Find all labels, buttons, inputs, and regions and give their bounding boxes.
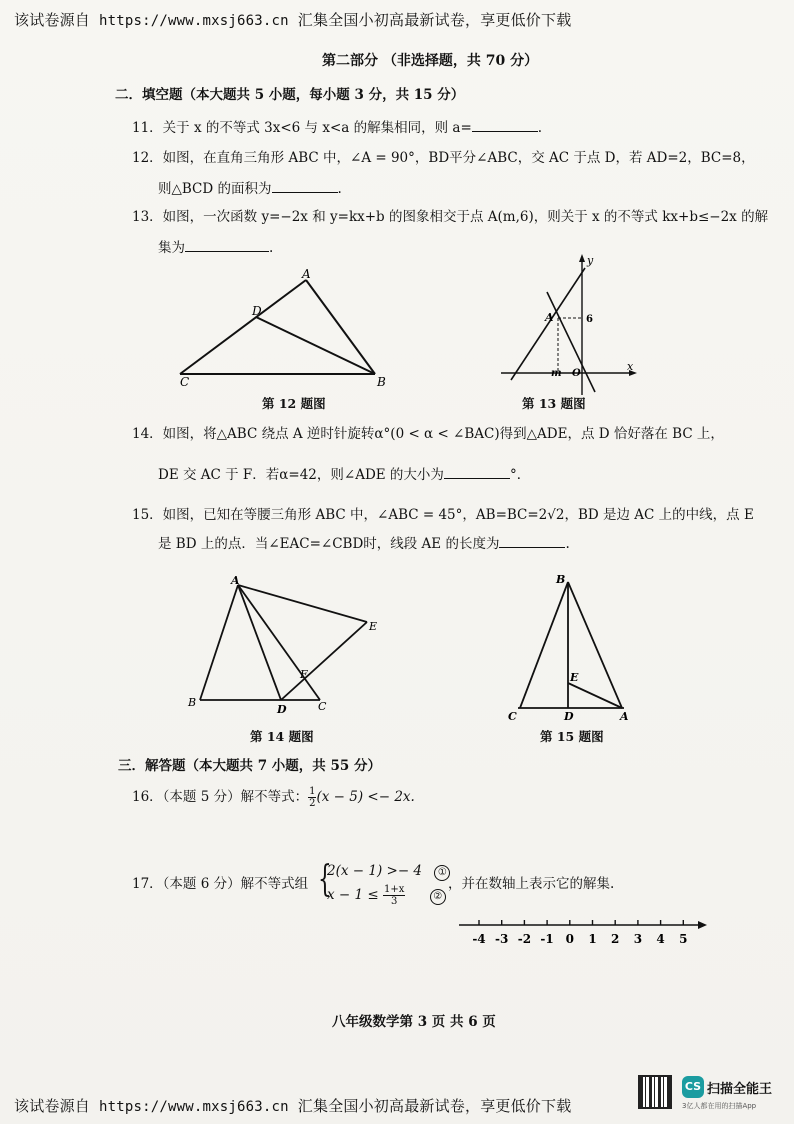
number-line — [455, 915, 710, 955]
question-14-line1: 14．如图，将△ABC 绕点 A 逆时针旋转α°(0 < α < ∠BAC)得到△ADE，点 D 恰好落在 BC 上， — [132, 426, 724, 442]
number-line-arrow — [698, 921, 707, 929]
q14-answer-blank[interactable] — [444, 478, 510, 479]
q17-inequality-1 — [327, 862, 450, 881]
question-13-line1: 13．如图，一次函数 y=−2x 和 y=kx+b 的图象相交于点 A(m,6)，则关于 x 的不等式 kx+b≤−2x 的解 — [132, 209, 769, 225]
number-line-label: -2 — [517, 932, 532, 946]
q12-answer-blank[interactable] — [272, 192, 338, 193]
scanner-tagline: 3亿人都在用的扫描App — [682, 1102, 757, 1110]
fig14-label-f: F — [300, 668, 308, 681]
q17-inequality-2 — [327, 884, 446, 907]
fig15-side-bc — [520, 582, 568, 708]
fig15-caption: 第 15 题图 — [540, 729, 604, 744]
scanner-name: 扫描全能王 — [707, 1082, 773, 1097]
figure-12 — [170, 262, 400, 412]
q13-text: 集为 — [158, 240, 185, 256]
fig15-label-c: C — [508, 710, 517, 723]
number-line-label: 4 — [656, 932, 665, 946]
fig12-side-ab — [306, 280, 375, 374]
part2-header: 二．填空题（本大题共 5 小题，每小题 3 分，共 15 分） — [115, 87, 465, 103]
fig12-bisector-bd — [256, 317, 375, 374]
section-title: 第二部分 （非选择题，共 70 分） — [322, 53, 539, 69]
question-14-line2 — [158, 466, 530, 484]
question-12-line2 — [158, 180, 342, 198]
banner-suffix: 汇集全国小初高最新试卷，享更低价下载 — [297, 11, 572, 29]
q13-answer-blank[interactable] — [185, 251, 269, 252]
part3-header: 三．解答题（本大题共 7 小题，共 55 分） — [118, 758, 381, 774]
q17-frac-den: 3 — [391, 896, 398, 907]
fig13-label-y: y — [587, 254, 594, 267]
fig15-side-ba — [568, 582, 622, 708]
figure-14 — [185, 572, 390, 717]
number-line-label: 2 — [611, 932, 620, 946]
fig12-caption: 第 12 题图 — [262, 396, 326, 411]
fig14-side-ab — [200, 585, 238, 700]
fig14-label-c: C — [318, 700, 327, 713]
fig15-label-e: E — [570, 671, 579, 684]
question-12-line1: 12．如图，在直角三角形 ABC 中，∠A = 90°，BD平分∠ABC，交 AC 于点 D，若 AD=2，BC=8， — [132, 150, 755, 166]
fig13-label-x: x — [627, 360, 634, 373]
number-line-label: -4 — [472, 932, 486, 946]
q17-mark-1: ① — [434, 865, 450, 881]
q17-frac-num: 1+x — [384, 884, 405, 895]
q17-line2: x − 1 ≤ — [327, 887, 379, 903]
fig12-label-a: A — [302, 267, 311, 281]
fig14-label-a: A — [231, 574, 240, 587]
q16-frac-den: 2 — [309, 798, 316, 809]
question-11 — [132, 119, 542, 137]
fig13-caption: 第 13 题图 — [522, 396, 586, 411]
fig13-y-arrow — [579, 254, 585, 262]
fig14-side-de — [281, 622, 367, 700]
q11-end: . — [537, 120, 543, 136]
bottom-banner — [14, 1095, 571, 1116]
bottom-banner-prefix: 该试卷源自 — [14, 1097, 91, 1115]
qr-code — [638, 1075, 672, 1109]
q11-text: 11．关于 x 的不等式 3x<6 与 x<a 的解集相同，则 a= — [132, 120, 472, 136]
question-16 — [132, 786, 415, 809]
q17-mark-2: ② — [430, 889, 446, 905]
q15-answer-blank[interactable] — [499, 547, 565, 548]
q15-end: . — [565, 536, 570, 552]
q16-prefix: 16．（本题 5 分）解不等式： — [132, 789, 309, 805]
q14-end: °． — [509, 467, 531, 483]
fig12-label-b: B — [377, 375, 386, 389]
fig15-segment-ea — [568, 683, 622, 708]
page-footer: 八年级数学第 3 页 共 6 页 — [332, 1014, 496, 1030]
question-17-suffix: ，并在数轴上表示它的解集. — [448, 876, 615, 892]
fig13-label-m: m — [551, 368, 562, 379]
fig15-label-b: B — [556, 573, 566, 586]
fig14-side-ad — [238, 585, 281, 700]
question-13-line2 — [158, 239, 273, 257]
fig14-caption: 第 14 题图 — [250, 729, 314, 744]
number-line-label: -1 — [540, 932, 554, 946]
number-line-label: 5 — [679, 932, 688, 946]
q12-text: 则△BCD 的面积为 — [158, 181, 272, 197]
fig13-line-kx-b — [511, 268, 585, 380]
fig14-label-e: E — [369, 620, 378, 633]
number-line-label: 3 — [633, 932, 643, 946]
fig15-label-a: A — [620, 710, 629, 723]
q16-frac-num: 1 — [309, 786, 316, 797]
q17-brace: { — [318, 859, 332, 900]
q17-line1: 2(x − 1) >− 4 — [327, 863, 423, 879]
number-line-label: -3 — [495, 932, 509, 946]
q12-end: . — [337, 181, 342, 197]
number-line-label: 0 — [565, 932, 574, 946]
fig13-label-six: 6 — [586, 314, 593, 325]
figure-15 — [500, 570, 640, 725]
number-line-label: 1 — [588, 932, 597, 946]
bottom-banner-url[interactable]: https://www.mxsj663.cn — [98, 1099, 289, 1115]
q11-answer-blank[interactable] — [472, 131, 538, 132]
fig14-label-b: B — [188, 696, 197, 709]
q15-text: 是 BD 上的点．当∠EAC=∠CBD时，线段 AE 的长度为 — [158, 536, 500, 552]
banner-url[interactable]: https://www.mxsj663.cn — [98, 13, 289, 29]
q14-text: DE 交 AC 于 F．若α=42，则∠ADE 的大小为 — [158, 467, 444, 483]
top-banner — [14, 9, 571, 30]
bottom-banner-suffix: 汇集全国小初高最新试卷，享更低价下载 — [297, 1097, 572, 1115]
figure-13 — [495, 250, 645, 400]
fig15-label-d: D — [564, 710, 574, 723]
banner-prefix: 该试卷源自 — [14, 11, 91, 29]
q16-rest: (x − 5) <− 2x. — [316, 789, 415, 805]
fig12-label-d: D — [252, 304, 262, 318]
question-15-line2 — [158, 535, 570, 553]
fig14-side-ae — [238, 585, 367, 622]
q13-end: . — [269, 240, 274, 256]
fig13-label-o: O — [572, 368, 581, 379]
scanner-logo: CS — [682, 1076, 704, 1098]
fig14-label-d: D — [277, 703, 287, 716]
fig12-side-ca — [180, 280, 306, 374]
question-17-prefix: 17．（本题 6 分）解不等式组 — [132, 876, 309, 892]
question-15-line1: 15．如图，已知在等腰三角形 ABC 中，∠ABC = 45°，AB=BC=2√2，BD 是边 AC 上的中线，点 E — [132, 507, 754, 523]
fig13-label-a: A — [545, 311, 554, 324]
fig14-side-ac — [238, 585, 320, 700]
q17-fraction — [383, 884, 405, 907]
fig12-label-c: C — [180, 375, 190, 389]
